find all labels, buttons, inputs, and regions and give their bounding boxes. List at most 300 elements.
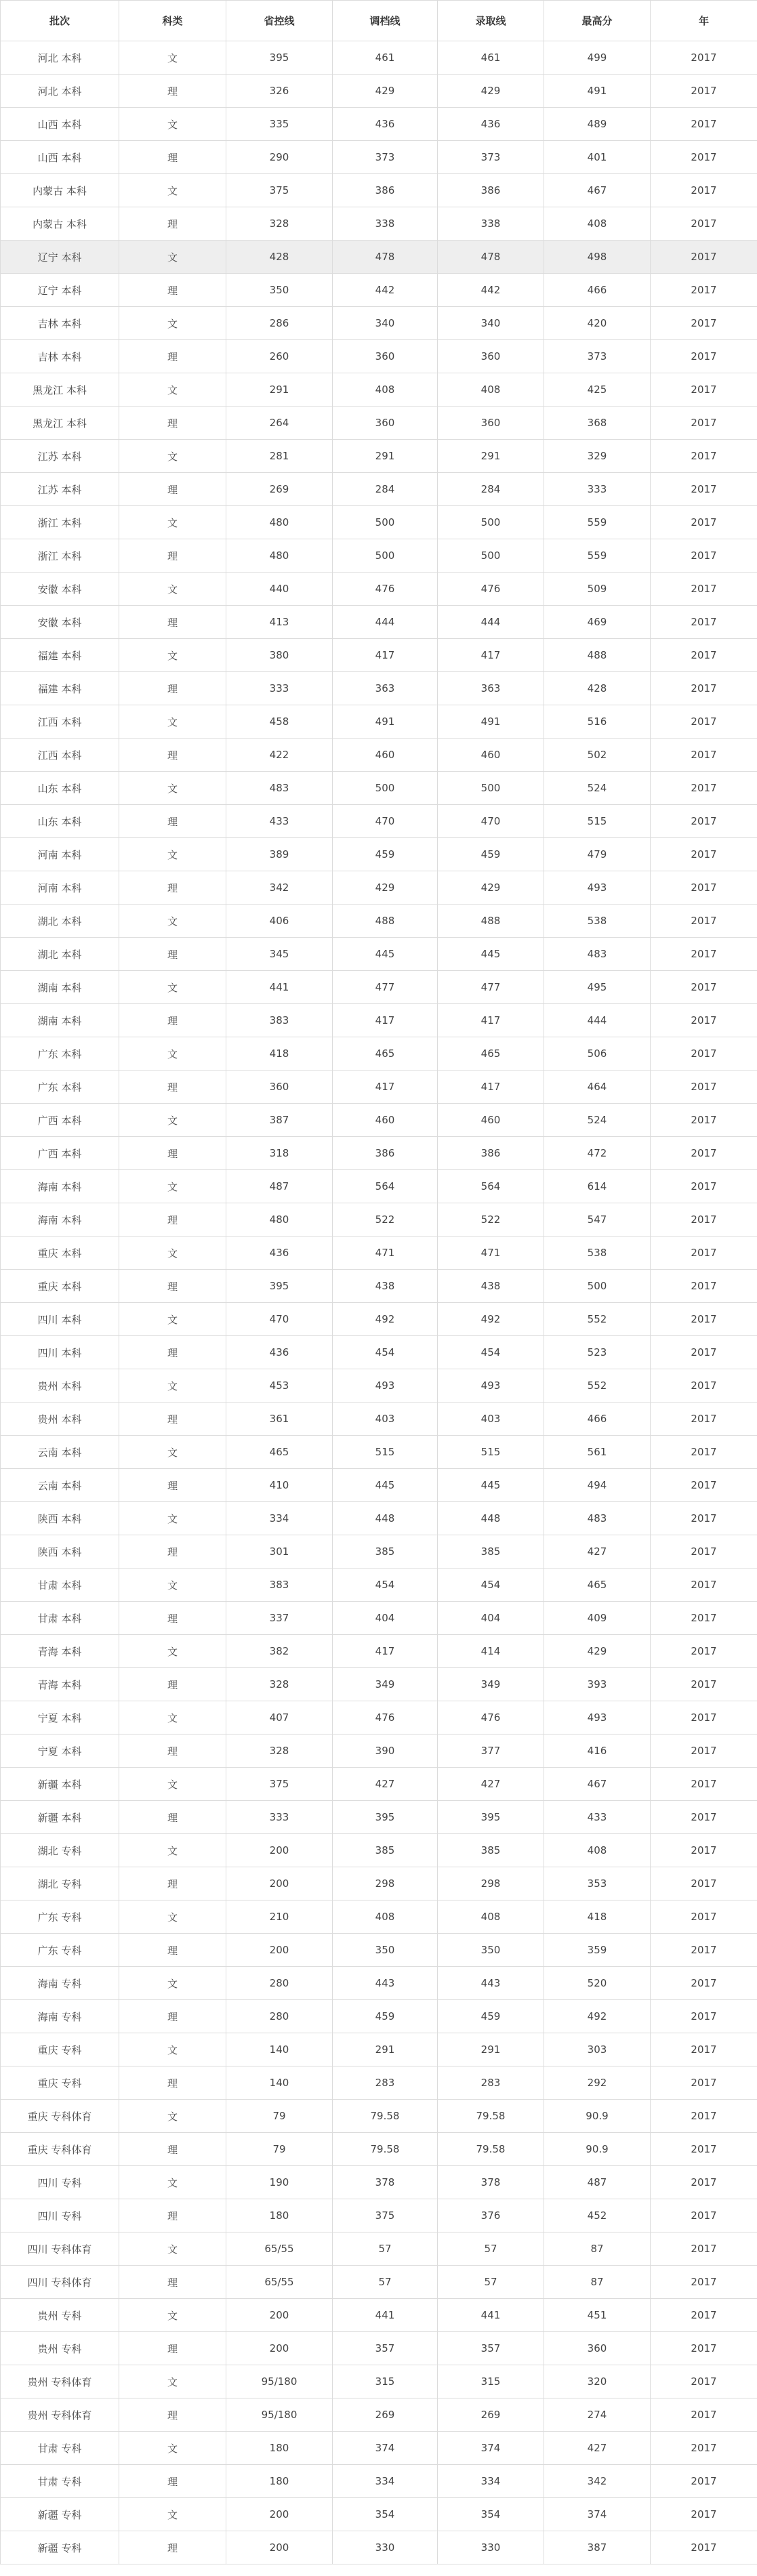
cell-batch: 四川 本科 <box>1 1336 119 1369</box>
cell-category: 文 <box>119 1104 226 1137</box>
cell-category: 文 <box>119 41 226 75</box>
cell-file-line: 363 <box>333 672 438 705</box>
cell-admission-line: 459 <box>438 2000 544 2033</box>
cell-admission-line: 476 <box>438 573 544 606</box>
cell-file-line: 444 <box>333 606 438 639</box>
cell-batch: 甘肃 本科 <box>1 1602 119 1635</box>
cell-file-line: 291 <box>333 2033 438 2066</box>
cell-admission-line: 445 <box>438 1469 544 1502</box>
cell-provincial-line: 345 <box>226 938 333 971</box>
cell-highest-score: 509 <box>544 573 651 606</box>
cell-file-line: 340 <box>333 307 438 340</box>
cell-batch: 云南 本科 <box>1 1436 119 1469</box>
cell-batch: 海南 本科 <box>1 1170 119 1203</box>
table-row <box>1 1535 757 1569</box>
cell-year: 2017 <box>651 1635 757 1668</box>
cell-provincial-line: 180 <box>226 2465 333 2498</box>
cell-category: 理 <box>119 2465 226 2498</box>
cell-file-line: 436 <box>333 108 438 141</box>
cell-admission-line: 386 <box>438 1137 544 1170</box>
cell-provincial-line: 470 <box>226 1303 333 1336</box>
table-row <box>1 1369 757 1403</box>
cell-highest-score: 425 <box>544 373 651 407</box>
cell-highest-score: 373 <box>544 340 651 373</box>
cell-batch: 广西 本科 <box>1 1104 119 1137</box>
cell-category: 理 <box>119 1336 226 1369</box>
cell-provincial-line: 200 <box>226 1934 333 1967</box>
cell-batch: 安徽 本科 <box>1 606 119 639</box>
cell-provincial-line: 281 <box>226 440 333 473</box>
cell-admission-line: 492 <box>438 1303 544 1336</box>
cell-file-line: 500 <box>333 772 438 805</box>
cell-admission-line: 404 <box>438 1602 544 1635</box>
cell-admission-line: 441 <box>438 2299 544 2332</box>
cell-batch: 广西 本科 <box>1 1137 119 1170</box>
cell-category: 理 <box>119 1137 226 1170</box>
cell-year: 2017 <box>651 573 757 606</box>
cell-batch: 甘肃 专科 <box>1 2465 119 2498</box>
cell-admission-line: 444 <box>438 606 544 639</box>
cell-year: 2017 <box>651 1502 757 1535</box>
cell-provincial-line: 334 <box>226 1502 333 1535</box>
cell-category: 理 <box>119 1602 226 1635</box>
table-row <box>1 1801 757 1834</box>
cell-highest-score: 502 <box>544 739 651 772</box>
table-row <box>1 1768 757 1801</box>
cell-category: 理 <box>119 1867 226 1900</box>
table-row <box>1 2332 757 2365</box>
header-batch: 批次 <box>1 1 119 41</box>
cell-admission-line: 385 <box>438 1535 544 1569</box>
cell-highest-score: 416 <box>544 1734 651 1768</box>
table-row <box>1 108 757 141</box>
cell-provincial-line: 387 <box>226 1104 333 1137</box>
cell-batch: 甘肃 本科 <box>1 1569 119 1602</box>
cell-file-line: 283 <box>333 2066 438 2100</box>
cell-highest-score: 559 <box>544 539 651 573</box>
cell-highest-score: 493 <box>544 871 651 905</box>
cell-year: 2017 <box>651 1768 757 1801</box>
cell-year: 2017 <box>651 639 757 672</box>
cell-year: 2017 <box>651 838 757 871</box>
cell-batch: 贵州 专科体育 <box>1 2365 119 2398</box>
cell-provincial-line: 290 <box>226 141 333 174</box>
cell-category: 理 <box>119 1004 226 1037</box>
cell-highest-score: 547 <box>544 1203 651 1237</box>
cell-file-line: 373 <box>333 141 438 174</box>
cell-file-line: 315 <box>333 2365 438 2398</box>
cell-admission-line: 429 <box>438 75 544 108</box>
cell-admission-line: 360 <box>438 407 544 440</box>
cell-highest-score: 87 <box>544 2266 651 2299</box>
cell-file-line: 427 <box>333 1768 438 1801</box>
cell-category: 理 <box>119 2398 226 2432</box>
cell-batch: 湖北 专科 <box>1 1834 119 1867</box>
cell-category: 理 <box>119 1801 226 1834</box>
cell-year: 2017 <box>651 307 757 340</box>
cell-year: 2017 <box>651 108 757 141</box>
cell-admission-line: 438 <box>438 1270 544 1303</box>
cell-provincial-line: 375 <box>226 1768 333 1801</box>
cell-admission-line: 363 <box>438 672 544 705</box>
cell-highest-score: 408 <box>544 1834 651 1867</box>
cell-file-line: 459 <box>333 838 438 871</box>
cell-file-line: 460 <box>333 1104 438 1137</box>
table-row <box>1 1403 757 1436</box>
cell-highest-score: 524 <box>544 772 651 805</box>
cell-admission-line: 79.58 <box>438 2133 544 2166</box>
table-row <box>1 473 757 506</box>
cell-batch: 贵州 本科 <box>1 1369 119 1403</box>
cell-year: 2017 <box>651 1701 757 1734</box>
cell-admission-line: 283 <box>438 2066 544 2100</box>
cell-year: 2017 <box>651 1900 757 1934</box>
cell-file-line: 354 <box>333 2498 438 2531</box>
cell-admission-line: 408 <box>438 1900 544 1934</box>
cell-file-line: 395 <box>333 1801 438 1834</box>
cell-batch: 福建 本科 <box>1 639 119 672</box>
cell-file-line: 417 <box>333 639 438 672</box>
cell-highest-score: 498 <box>544 241 651 274</box>
cell-year: 2017 <box>651 2365 757 2398</box>
table-row <box>1 2432 757 2465</box>
cell-batch: 海南 专科 <box>1 2000 119 2033</box>
cell-admission-line: 442 <box>438 274 544 307</box>
cell-highest-score: 464 <box>544 1071 651 1104</box>
cell-highest-score: 427 <box>544 2432 651 2465</box>
cell-batch: 宁夏 本科 <box>1 1734 119 1768</box>
cell-batch: 广东 本科 <box>1 1037 119 1071</box>
cell-year: 2017 <box>651 1170 757 1203</box>
table-row <box>1 2299 757 2332</box>
cell-file-line: 417 <box>333 1004 438 1037</box>
cell-provincial-line: 291 <box>226 373 333 407</box>
table-row <box>1 2000 757 2033</box>
cell-year: 2017 <box>651 2531 757 2564</box>
cell-file-line: 500 <box>333 539 438 573</box>
cell-category: 理 <box>119 805 226 838</box>
cell-batch: 重庆 本科 <box>1 1237 119 1270</box>
cell-batch: 陕西 本科 <box>1 1535 119 1569</box>
cell-year: 2017 <box>651 871 757 905</box>
cell-provincial-line: 79 <box>226 2133 333 2166</box>
cell-year: 2017 <box>651 2332 757 2365</box>
cell-batch: 山东 本科 <box>1 772 119 805</box>
cell-file-line: 334 <box>333 2465 438 2498</box>
cell-category: 文 <box>119 838 226 871</box>
cell-highest-score: 466 <box>544 274 651 307</box>
cell-year: 2017 <box>651 805 757 838</box>
cell-file-line: 445 <box>333 938 438 971</box>
cell-year: 2017 <box>651 1237 757 1270</box>
cell-highest-score: 489 <box>544 108 651 141</box>
cell-provincial-line: 395 <box>226 1270 333 1303</box>
cell-category: 理 <box>119 1934 226 1967</box>
table-row <box>1 2199 757 2232</box>
cell-provincial-line: 395 <box>226 41 333 75</box>
table-row <box>1 739 757 772</box>
cell-category: 文 <box>119 772 226 805</box>
table-row <box>1 2266 757 2299</box>
cell-batch: 湖北 本科 <box>1 905 119 938</box>
cell-provincial-line: 200 <box>226 2332 333 2365</box>
cell-batch: 内蒙古 本科 <box>1 207 119 241</box>
cell-batch: 河北 本科 <box>1 75 119 108</box>
cell-highest-score: 333 <box>544 473 651 506</box>
table-row <box>1 207 757 241</box>
cell-year: 2017 <box>651 141 757 174</box>
cell-batch: 重庆 专科 <box>1 2033 119 2066</box>
cell-admission-line: 491 <box>438 705 544 739</box>
cell-highest-score: 90.9 <box>544 2100 651 2133</box>
cell-admission-line: 417 <box>438 1071 544 1104</box>
table-row <box>1 805 757 838</box>
cell-year: 2017 <box>651 274 757 307</box>
cell-admission-line: 284 <box>438 473 544 506</box>
cell-admission-line: 269 <box>438 2398 544 2432</box>
cell-provincial-line: 333 <box>226 1801 333 1834</box>
cell-batch: 山东 本科 <box>1 805 119 838</box>
cell-year: 2017 <box>651 1569 757 1602</box>
cell-batch: 海南 专科 <box>1 1967 119 2000</box>
cell-admission-line: 349 <box>438 1668 544 1701</box>
cell-highest-score: 500 <box>544 1270 651 1303</box>
cell-admission-line: 427 <box>438 1768 544 1801</box>
cell-year: 2017 <box>651 407 757 440</box>
cell-highest-score: 487 <box>544 2166 651 2199</box>
cell-year: 2017 <box>651 672 757 705</box>
cell-highest-score: 561 <box>544 1436 651 1469</box>
table-row <box>1 1701 757 1734</box>
cell-provincial-line: 318 <box>226 1137 333 1170</box>
table-row <box>1 340 757 373</box>
cell-highest-score: 524 <box>544 1104 651 1137</box>
cell-file-line: 442 <box>333 274 438 307</box>
cell-highest-score: 408 <box>544 207 651 241</box>
cell-category: 文 <box>119 1635 226 1668</box>
table-row <box>1 141 757 174</box>
table-row <box>1 2398 757 2432</box>
cell-batch: 新疆 本科 <box>1 1801 119 1834</box>
cell-year: 2017 <box>651 2266 757 2299</box>
cell-batch: 辽宁 本科 <box>1 274 119 307</box>
cell-file-line: 460 <box>333 739 438 772</box>
cell-admission-line: 57 <box>438 2232 544 2266</box>
table-row <box>1 871 757 905</box>
cell-year: 2017 <box>651 1801 757 1834</box>
cell-admission-line: 315 <box>438 2365 544 2398</box>
cell-highest-score: 469 <box>544 606 651 639</box>
cell-batch: 四川 专科 <box>1 2166 119 2199</box>
cell-provincial-line: 140 <box>226 2066 333 2100</box>
cell-file-line: 360 <box>333 340 438 373</box>
cell-provincial-line: 422 <box>226 739 333 772</box>
cell-category: 文 <box>119 241 226 274</box>
cell-category: 文 <box>119 2100 226 2133</box>
cell-year: 2017 <box>651 1137 757 1170</box>
cell-admission-line: 417 <box>438 639 544 672</box>
table-body <box>1 41 757 2564</box>
cell-admission-line: 522 <box>438 1203 544 1237</box>
cell-provincial-line: 487 <box>226 1170 333 1203</box>
table-row <box>1 506 757 539</box>
cell-category: 文 <box>119 1303 226 1336</box>
cell-admission-line: 57 <box>438 2266 544 2299</box>
cell-provincial-line: 428 <box>226 241 333 274</box>
cell-file-line: 79.58 <box>333 2133 438 2166</box>
cell-batch: 吉林 本科 <box>1 307 119 340</box>
cell-highest-score: 418 <box>544 1900 651 1934</box>
cell-file-line: 350 <box>333 1934 438 1967</box>
cell-year: 2017 <box>651 1535 757 1569</box>
cell-category: 理 <box>119 1403 226 1436</box>
cell-admission-line: 448 <box>438 1502 544 1535</box>
cell-year: 2017 <box>651 1004 757 1037</box>
cell-highest-score: 506 <box>544 1037 651 1071</box>
table-row <box>1 1436 757 1469</box>
cell-admission-line: 291 <box>438 2033 544 2066</box>
cell-highest-score: 90.9 <box>544 2133 651 2166</box>
table-row <box>1 274 757 307</box>
cell-file-line: 454 <box>333 1569 438 1602</box>
table-row <box>1 2033 757 2066</box>
cell-category: 理 <box>119 407 226 440</box>
cell-category: 理 <box>119 938 226 971</box>
table-row <box>1 2465 757 2498</box>
cell-provincial-line: 383 <box>226 1569 333 1602</box>
cell-batch: 山西 本科 <box>1 141 119 174</box>
cell-file-line: 488 <box>333 905 438 938</box>
cell-highest-score: 520 <box>544 1967 651 2000</box>
table-row <box>1 2531 757 2564</box>
cell-category: 理 <box>119 1203 226 1237</box>
table-row <box>1 1934 757 1967</box>
table-row <box>1 2232 757 2266</box>
cell-admission-line: 471 <box>438 1237 544 1270</box>
cell-batch: 四川 专科 <box>1 2199 119 2232</box>
cell-highest-score: 452 <box>544 2199 651 2232</box>
cell-year: 2017 <box>651 2066 757 2100</box>
cell-admission-line: 470 <box>438 805 544 838</box>
cell-year: 2017 <box>651 41 757 75</box>
cell-year: 2017 <box>651 1071 757 1104</box>
cell-highest-score: 515 <box>544 805 651 838</box>
table-row <box>1 1668 757 1701</box>
cell-highest-score: 516 <box>544 705 651 739</box>
cell-batch: 浙江 本科 <box>1 539 119 573</box>
cell-category: 理 <box>119 672 226 705</box>
cell-category: 文 <box>119 2498 226 2531</box>
cell-year: 2017 <box>651 75 757 108</box>
cell-file-line: 338 <box>333 207 438 241</box>
cell-admission-line: 477 <box>438 971 544 1004</box>
table-row <box>1 440 757 473</box>
cell-highest-score: 353 <box>544 1867 651 1900</box>
cell-file-line: 269 <box>333 2398 438 2432</box>
cell-highest-score: 483 <box>544 1502 651 1535</box>
cell-provincial-line: 180 <box>226 2432 333 2465</box>
cell-provincial-line: 140 <box>226 2033 333 2066</box>
cell-category: 文 <box>119 2232 226 2266</box>
cell-admission-line: 429 <box>438 871 544 905</box>
cell-admission-line: 436 <box>438 108 544 141</box>
cell-category: 文 <box>119 2166 226 2199</box>
cell-file-line: 79.58 <box>333 2100 438 2133</box>
cell-year: 2017 <box>651 1734 757 1768</box>
cell-year: 2017 <box>651 905 757 938</box>
cell-highest-score: 483 <box>544 938 651 971</box>
cell-admission-line: 350 <box>438 1934 544 1967</box>
table-row <box>1 938 757 971</box>
cell-batch: 新疆 专科 <box>1 2531 119 2564</box>
cell-highest-score: 467 <box>544 174 651 207</box>
cell-batch: 甘肃 专科 <box>1 2432 119 2465</box>
cell-category: 理 <box>119 207 226 241</box>
cell-highest-score: 491 <box>544 75 651 108</box>
cell-admission-line: 408 <box>438 373 544 407</box>
cell-batch: 江苏 本科 <box>1 440 119 473</box>
table-row <box>1 1336 757 1369</box>
cell-provincial-line: 200 <box>226 2531 333 2564</box>
cell-year: 2017 <box>651 2133 757 2166</box>
cell-highest-score: 320 <box>544 2365 651 2398</box>
cell-admission-line: 500 <box>438 772 544 805</box>
cell-provincial-line: 260 <box>226 340 333 373</box>
cell-year: 2017 <box>651 2232 757 2266</box>
table-row <box>1 1303 757 1336</box>
cell-admission-line: 515 <box>438 1436 544 1469</box>
cell-batch: 四川 本科 <box>1 1303 119 1336</box>
cell-admission-line: 334 <box>438 2465 544 2498</box>
cell-year: 2017 <box>651 174 757 207</box>
cell-admission-line: 374 <box>438 2432 544 2465</box>
cell-admission-line: 414 <box>438 1635 544 1668</box>
cell-provincial-line: 436 <box>226 1237 333 1270</box>
cell-batch: 贵州 本科 <box>1 1403 119 1436</box>
cell-admission-line: 360 <box>438 340 544 373</box>
cell-batch: 广东 专科 <box>1 1934 119 1967</box>
cell-highest-score: 523 <box>544 1336 651 1369</box>
cell-provincial-line: 328 <box>226 1668 333 1701</box>
cell-highest-score: 499 <box>544 41 651 75</box>
cell-highest-score: 451 <box>544 2299 651 2332</box>
cell-admission-line: 376 <box>438 2199 544 2232</box>
cell-highest-score: 559 <box>544 506 651 539</box>
cell-provincial-line: 200 <box>226 1867 333 1900</box>
table-row <box>1 1967 757 2000</box>
cell-year: 2017 <box>651 1336 757 1369</box>
cell-highest-score: 538 <box>544 905 651 938</box>
cell-file-line: 429 <box>333 75 438 108</box>
cell-category: 文 <box>119 2432 226 2465</box>
cell-year: 2017 <box>651 340 757 373</box>
cell-year: 2017 <box>651 1303 757 1336</box>
cell-category: 理 <box>119 2066 226 2100</box>
cell-provincial-line: 280 <box>226 1967 333 2000</box>
cell-batch: 新疆 专科 <box>1 2498 119 2531</box>
cell-year: 2017 <box>651 1668 757 1701</box>
cell-admission-line: 564 <box>438 1170 544 1203</box>
cell-file-line: 330 <box>333 2531 438 2564</box>
cell-year: 2017 <box>651 705 757 739</box>
cell-highest-score: 303 <box>544 2033 651 2066</box>
cell-provincial-line: 269 <box>226 473 333 506</box>
cell-file-line: 386 <box>333 1137 438 1170</box>
cell-category: 文 <box>119 2299 226 2332</box>
cell-category: 文 <box>119 1237 226 1270</box>
table-row <box>1 672 757 705</box>
table-row <box>1 539 757 573</box>
